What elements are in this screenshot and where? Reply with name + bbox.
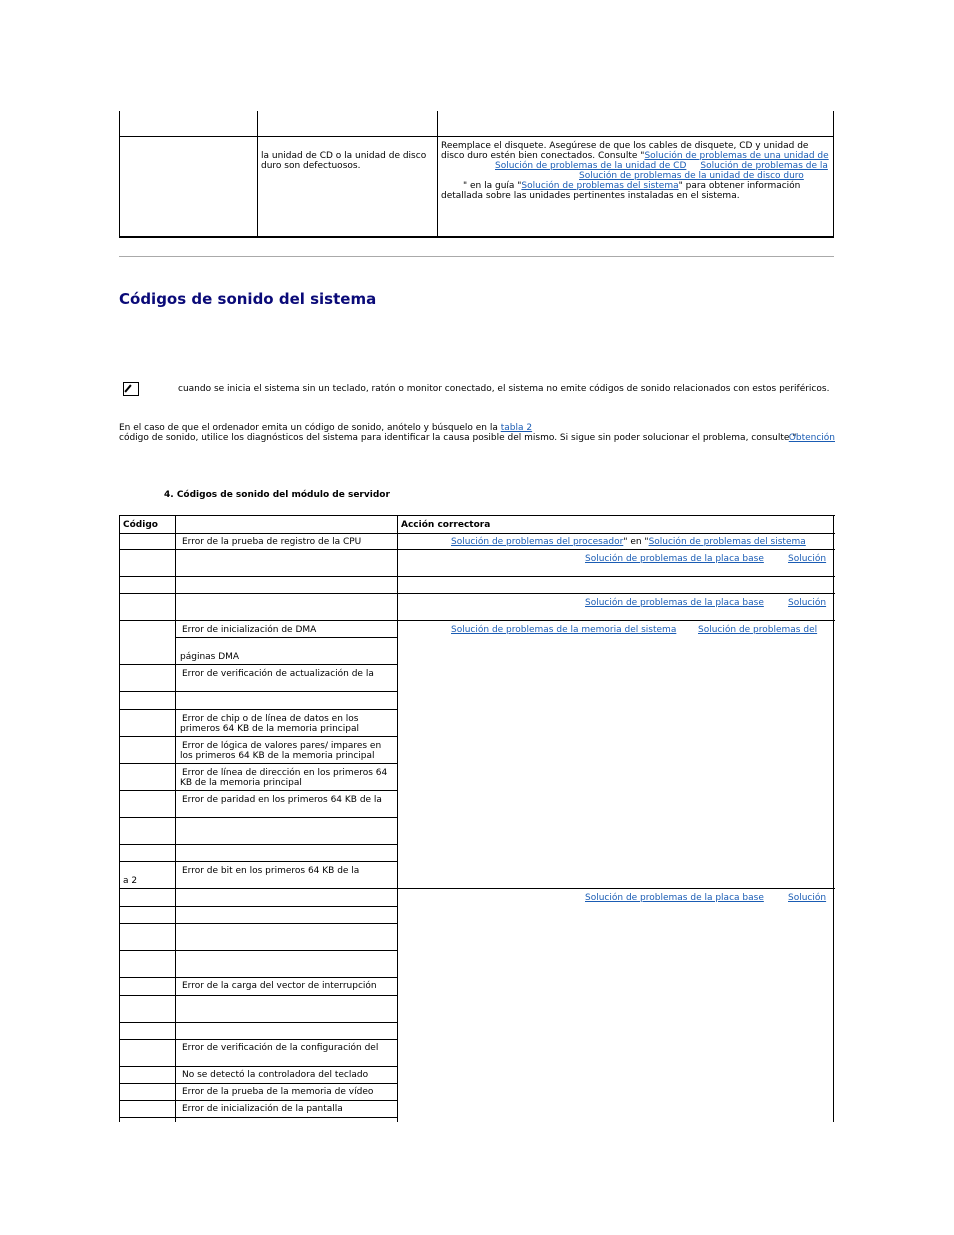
action-line-2: disco duro estén bien conectados. Consulte "	[441, 151, 645, 161]
desc-verif: Error de verificación de actualización de la	[182, 669, 374, 679]
intro-paragraph	[119, 423, 835, 453]
table-caption: 4. Códigos de sonido del módulo de servidor	[164, 490, 390, 500]
link-solution-3-cont[interactable]	[401, 903, 517, 912]
header-code: Código	[123, 520, 158, 530]
desc-chip: Error de chip o de línea de datos en los primeros 64 KB de la memoria principal	[180, 714, 359, 734]
top-table-cell-desc: la unidad de CD o la unidad de disco duro son defectuosos.	[261, 151, 427, 171]
note-icon	[123, 382, 139, 396]
link-cd-troubleshoot[interactable]: Solución de problemas de la unidad de CD	[495, 161, 687, 171]
link-hd-troubleshoot-b[interactable]: Solución de problemas de la unidad de disco duro	[579, 171, 804, 181]
action-row-sol-2	[788, 598, 826, 608]
action-row-memory	[451, 625, 676, 635]
action-row-sol-prob	[698, 625, 817, 635]
link-memory[interactable]: Solución de problemas de la memoria del sistema	[451, 625, 677, 635]
desc-parity: Error de paridad en los primeros 64 KB de la	[182, 795, 382, 805]
link-solution-1[interactable]: Solución	[788, 554, 827, 564]
link-table-2[interactable]: tabla 2	[500, 423, 533, 433]
desc-irq: Error de la carga del vector de interrupción	[182, 981, 377, 991]
desc-addr: Error de línea de dirección en los primeros 64 KB de la memoria principal	[180, 768, 388, 788]
link-system-1[interactable]: Solución de problemas del sistema	[648, 537, 806, 547]
desc-odd: Error de lógica de valores pares/ impares en los primeros 64 KB de la memoria principal	[180, 741, 382, 761]
header-action: Acción correctora	[401, 520, 491, 530]
action-row-sol-1	[788, 554, 826, 564]
action-row-sol-3	[788, 893, 826, 903]
link-board-3[interactable]: Solución de problemas de la placa base	[585, 893, 764, 903]
link-system-troubleshoot[interactable]: Solución de problemas del sistema	[521, 181, 679, 191]
desc-dma-pages: páginas DMA	[180, 652, 240, 662]
section-title: Códigos de sonido del sistema	[119, 290, 377, 308]
desc-bit: Error de bit en los primeros 64 KB de la	[182, 866, 360, 876]
desc-dma: Error de inicialización de DMA	[182, 625, 317, 635]
link-solution-2-cont[interactable]	[401, 608, 517, 617]
link-solution-3[interactable]: Solución	[788, 893, 827, 903]
link-board-1[interactable]: Solución de problemas de la placa base	[585, 554, 764, 564]
link-solution-1-cont[interactable]	[401, 564, 517, 573]
link-getting-help[interactable]: Obtención	[788, 433, 835, 443]
desc-config: Error de verificación de la configuración del	[182, 1043, 379, 1053]
action-row-board-1	[585, 554, 764, 564]
link-solution-problems-cont[interactable]	[401, 635, 436, 644]
link-solution-problems[interactable]: Solución de problemas del	[698, 625, 818, 635]
note-text: cuando se inicia el sistema sin un teclado, ratón o monitor conectado, el sistema no emite códigos de sonido relacionados con estos periféricos.	[178, 384, 830, 394]
link-board-2[interactable]: Solución de problemas de la placa base	[585, 598, 764, 608]
intro-line-1: En el caso de que el ordenador emita un código de sonido, anótelo y búsquelo en la	[119, 423, 501, 433]
link-hd-troubleshoot-a[interactable]: Solución de problemas de la	[700, 161, 828, 171]
action-row-board-2	[585, 598, 764, 608]
link-processor[interactable]: Solución de problemas del procesador	[451, 537, 624, 547]
action-mid-text: " en "	[623, 537, 649, 547]
top-table-cell-action	[441, 141, 831, 201]
section-divider	[119, 256, 834, 257]
action-tail-2: detallada sobre las unidades pertinentes instaladas en el sistema.	[441, 191, 740, 201]
desc-display: Error de inicialización de la pantalla	[182, 1104, 343, 1114]
in-guide-text: " en la guía "	[463, 181, 522, 191]
link-floppy-troubleshoot[interactable]: Solución de problemas de una unidad de	[644, 151, 829, 161]
action-row-cpu	[451, 537, 806, 547]
link-solution-2[interactable]: Solución	[788, 598, 827, 608]
action-row-board-3	[585, 893, 764, 903]
action-line-1: Reemplace el disquete. Asegúrese de que los cables de disquete, CD y unidad de	[441, 141, 809, 151]
code-a2: a 2	[123, 876, 138, 886]
desc-video: Error de la prueba de la memoria de vídeo	[182, 1087, 374, 1097]
desc-cpu: Error de la prueba de registro de la CPU	[182, 537, 362, 547]
action-tail-1: " para obtener información	[678, 181, 801, 191]
desc-kbd: No se detectó la controladora del teclado	[182, 1070, 369, 1080]
intro-line-2: código de sonido, utilice los diagnósticos del sistema para identificar la causa posible del mismo. Si sigue sin poder solucionar el problema, consulte "	[119, 433, 797, 443]
